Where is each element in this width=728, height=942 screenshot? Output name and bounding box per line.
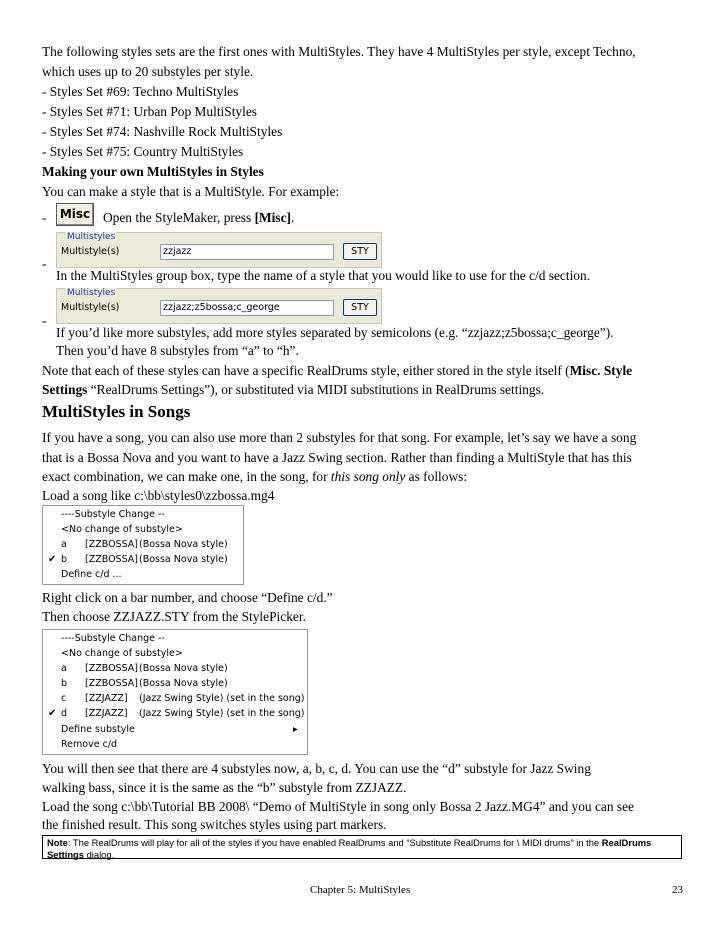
check-icon: ✔ [48, 708, 57, 719]
songs-p1-line-2: that is a Bossa Nova and you want to have a Jazz Swing section. Rather than finding a MultiStyle that has this [42, 450, 632, 465]
making-intro: You can make a style that is a MultiStyle. For example: [42, 184, 340, 199]
songs-p2-line-2: walking bass, since it is the same as the “b” substyle from ZZJAZZ. [42, 780, 407, 795]
styles-set-item: - Styles Set #75: Country MultiStyles [42, 144, 244, 159]
songs-p1-line-1: If you have a song, you can also use more than 2 substyles for that song. For example, let’s say we have a song [42, 430, 637, 445]
substyle-menu: ----Substyle Change -- <No change of substyle> a [ZZBOSSA] (Bossa Nova style) ✔ b [ZZBOSSA] (Bossa Nova style) Define c/d ... [42, 505, 244, 585]
step-dash: - [42, 256, 47, 271]
then-choose-text: Then choose ZZJAZZ.STY from the StylePicker. [42, 609, 306, 624]
menu-item-substyle-b[interactable]: ✔ b [ZZBOSSA] (Bossa Nova style) [48, 554, 228, 565]
menu-item-substyle-a[interactable]: a [ZZBOSSA] (Bossa Nova style) [61, 539, 228, 550]
section-heading-songs: MultiStyles in Songs [42, 402, 191, 421]
note-realdrums-line-1: Note that each of these styles can have a specific RealDrums style, either stored in the style itself (Misc. Style [42, 363, 633, 378]
step-1-text: Open the StyleMaker, press [Misc]. [103, 210, 295, 225]
songs-p1-line-3: exact combination, we can make one, in the song, for this song only as follows: [42, 469, 468, 484]
menu-item-no-change[interactable]: <No change of substyle> [61, 648, 183, 659]
menu-item-define-cd[interactable]: Define c/d ... [61, 569, 122, 580]
songs-p2-line-1: You will then see that there are 4 substyles now, a, b, c, d. You can use the “d” substyle for Jazz Swing [42, 761, 591, 776]
footer-chapter: Chapter 5: MultiStyles [310, 884, 411, 896]
groupbox-legend: Multistyles [67, 232, 116, 242]
misc-button[interactable]: Misc [56, 203, 94, 226]
styles-set-item: - Styles Set #74: Nashville Rock MultiStyles [42, 124, 283, 139]
menu-item-remove-cd[interactable]: Remove c/d [61, 739, 118, 750]
sty-button[interactable]: STY [343, 243, 377, 260]
intro-line-1: The following styles sets are the first ones with MultiStyles. They have 4 MultiStyles per style, except Techno, [42, 44, 636, 59]
menu-item-substyle-d[interactable]: ✔ d [ZZJAZZ] (Jazz Swing Style) (set in the song) [48, 708, 305, 719]
step-2-text: In the MultiStyles group box, type the name of a style that you would like to use for the c/d section. [56, 268, 591, 283]
menu-item-substyle-a[interactable]: a [ZZBOSSA] (Bossa Nova style) [61, 663, 228, 674]
substyle-menu-expanded: ----Substyle Change -- <No change of substyle> a [ZZBOSSA] (Bossa Nova style) b [ZZBOSSA] (Bossa Nova style) c [ZZJAZZ] (Jazz Swing Style) (set in the song) ✔ d [ZZJAZZ] (Jazz Swing Style) (set in the song) Define substyle ▸ Remove c/d [42, 629, 308, 755]
submenu-arrow-icon: ▸ [293, 724, 298, 735]
intro-line-2: which uses up to 20 substyles per style. [42, 64, 254, 79]
page-number: 23 [672, 884, 683, 896]
menu-item-no-change[interactable]: <No change of substyle> [61, 524, 183, 535]
multistyle-input[interactable]: zzjazz [160, 244, 334, 260]
multistyle-input[interactable]: zzjazz;z5bossa;c_george [160, 300, 334, 316]
groupbox-legend: Multistyles [67, 288, 116, 298]
multistyle-label: Multistyle(s) [61, 246, 120, 257]
styles-set-item: - Styles Set #71: Urban Pop MultiStyles [42, 104, 258, 119]
menu-item-substyle-b[interactable]: b [ZZBOSSA] (Bossa Nova style) [61, 678, 228, 689]
right-click-text: Right click on a bar number, and choose “Define c/d.” [42, 590, 333, 605]
check-icon: ✔ [48, 554, 57, 565]
menu-item-define-substyle[interactable]: Define substyle ▸ [61, 724, 298, 735]
sty-button[interactable]: STY [343, 299, 377, 316]
styles-set-item: - Styles Set #69: Techno MultiStyles [42, 84, 239, 99]
step-dash: - [42, 313, 47, 328]
section-heading-making: Making your own MultiStyles in Styles [42, 164, 264, 179]
songs-p3-line-2: the finished result. This song switches styles using part markers. [42, 817, 387, 832]
multistyle-label: Multistyle(s) [61, 302, 120, 313]
note-realdrums-line-2: Settings “RealDrums Settings”), or substituted via MIDI substitutions in RealDrums settings. [42, 382, 545, 397]
step-dash: - [42, 210, 47, 225]
songs-p3-line-1: Load the song c:\bb\Tutorial BB 2008\ “Demo of MultiStyle in song only Bossa 2 Jazz.MG4” and you can see [42, 799, 634, 814]
load-song-text: Load a song like c:\bb\styles0\zzbossa.mg4 [42, 488, 275, 503]
step-3-line-1: If you’d like more substyles, add more styles separated by semicolons (e.g. “zzjazz;z5bossa;c_george”). [56, 325, 614, 340]
menu-item-substyle-c[interactable]: c [ZZJAZZ] (Jazz Swing Style) (set in the song) [61, 693, 305, 704]
step-3-line-2: Then you’d have 8 substyles from “a” to “h”. [56, 343, 299, 358]
note-box: Note: The RealDrums will play for all of the styles if you have enabled RealDrums and “Substitute RealDrums for \ MIDI drums” in the RealDrums Settings dialog. [42, 835, 682, 859]
